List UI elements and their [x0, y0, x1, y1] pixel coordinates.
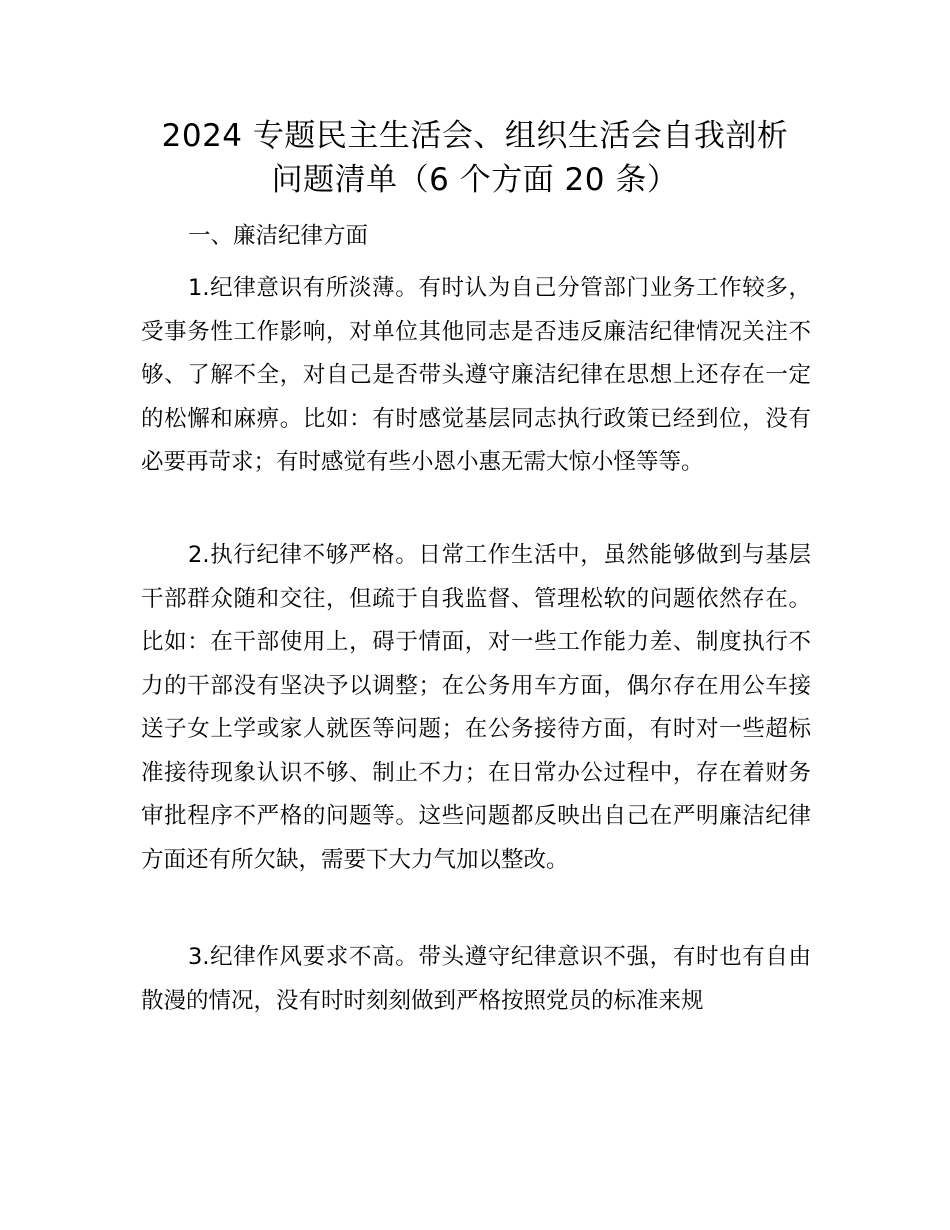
- section-heading: 一、廉洁纪律方面: [188, 223, 369, 249]
- paragraph-3: 3.纪律作风要求不高。带头遵守纪律意识不强，有时也有自由散漫的情况，没有时时刻刻做到严格按照党员的标准来规: [141, 944, 811, 1014]
- paragraph-1: 1.纪律意识有所淡薄。有时认为自己分管部门业务工作较多，受事务性工作影响，对单位其他同志是否违反廉洁纪律情况关注不够、了解不全，对自己是否带头遵守廉洁纪律在思想上还存在一定的松懈和麻痹。比如：有时感觉基层同志执行政策已经到位，没有必要再苛求；有时感觉有些小恩小惠无需大惊小怪等等。: [141, 275, 811, 475]
- document-title-line-2: 问题清单（6 个方面 20 条）: [271, 162, 679, 198]
- paragraph-2: 2.执行纪律不够严格。日常工作生活中，虽然能够做到与基层干部群众随和交往，但疏于自我监督、管理松软的问题依然存在。比如：在干部使用上，碍于情面，对一些工作能力差、制度执行不力的干部没有坚决予以调整；在公务用车方面，偶尔存在用公车接送子女上学或家人就医等问题；在公务接待方面，有时对一些超标准接待现象认识不够、制止不力；在日常办公过程中，存在着财务审批程序不严格的问题等。这些问题都反映出自己在严明廉洁纪律方面还有所欠缺，需要下大力气加以整改。: [141, 542, 811, 873]
- document-title-line-1: 2024 专题民主生活会、组织生活会自我剖析: [161, 118, 789, 154]
